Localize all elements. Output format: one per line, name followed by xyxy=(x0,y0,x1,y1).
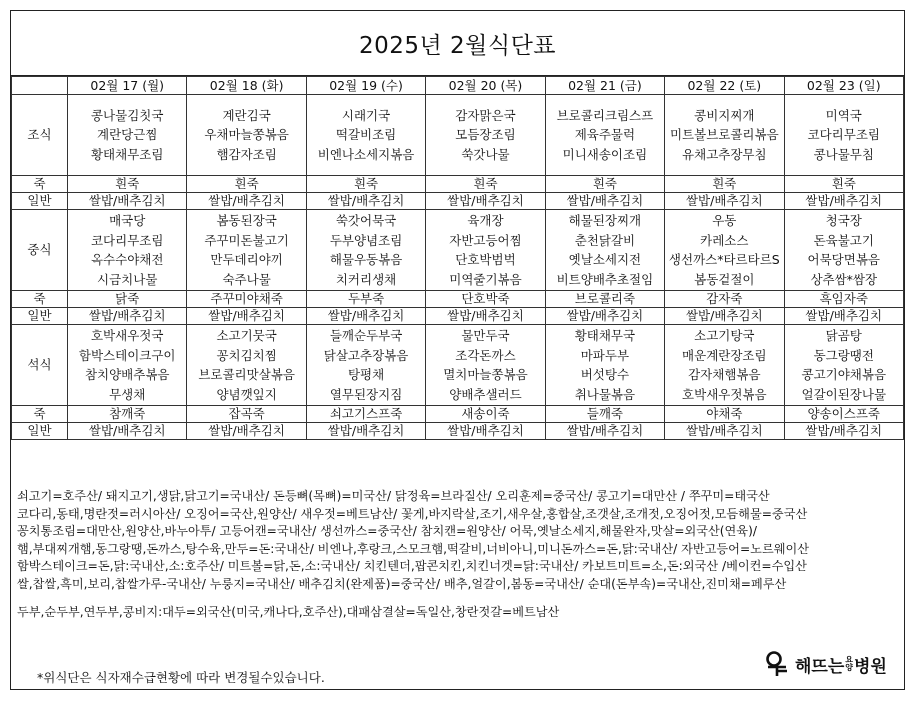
origin-line: 쌀,찹쌀,흑미,보리,찹쌀가루-국내산/ 누룽지=국내산/ 배추김치(완제품)=중국산/ 배추,얼갈이,봄동=국내산/ 순대(돈부속)=국내산,진미채=페루산 xyxy=(17,576,787,591)
dinner-cell xyxy=(426,325,545,406)
general-cell: 쌀밥/배추김치 xyxy=(545,193,664,210)
header-corner xyxy=(12,77,68,95)
hospital-logo-icon xyxy=(765,651,791,677)
porridge-cell: 흑임자죽 xyxy=(784,291,903,308)
menu-item: 탕평채 xyxy=(347,367,385,382)
menu-item: 주꾸미돈불고기 xyxy=(204,232,289,248)
menu-item: 소고기뭇국 xyxy=(216,328,277,343)
menu-item: 육개장 xyxy=(467,213,504,228)
menu-item: 코다리무조림 xyxy=(90,232,164,248)
origin-line: 함박스테이크=돈,닭:국내산,소:호주산/ 미트볼=닭,돈,소:국내산/ 치킨텐더,팝콘치킨,치킨너겟=닭:국내산/ 카보트미트=소,돈:외국산 /베이컨=수입산 xyxy=(17,559,807,574)
porridge-cell: 흰죽 xyxy=(306,176,425,193)
menu-item: 비엔나소세지볶음 xyxy=(317,146,415,162)
menu-item: 카레소스 xyxy=(700,232,749,248)
general-label: 일반 xyxy=(12,193,68,210)
menu-item: 콩나물무침 xyxy=(813,146,874,162)
lunch-porridge-row xyxy=(12,291,904,308)
menu-item: 계란당근찜 xyxy=(97,127,158,143)
dinner-porridge-row xyxy=(12,406,904,423)
porridge-cell: 주꾸미야채죽 xyxy=(187,291,306,308)
day-header: 02월 20 (목) xyxy=(426,77,545,95)
lunch-cell xyxy=(426,210,545,291)
menu-item: 유채고추장무침 xyxy=(682,146,767,162)
menu-item: 미역국 xyxy=(825,107,862,123)
menu-item: 시래기국 xyxy=(341,107,391,123)
dinner-cell xyxy=(187,325,306,406)
menu-item: 콩고기야채볶음 xyxy=(801,367,887,382)
menu-item: 미역줄기볶음 xyxy=(449,271,522,287)
menu-item: 단호박범벅 xyxy=(455,252,516,267)
general-cell: 쌀밥/배추김치 xyxy=(665,308,784,325)
dinner-cell xyxy=(665,325,784,406)
logo-small-top: 요 xyxy=(845,655,854,664)
porridge-cell: 양송이스프죽 xyxy=(784,406,903,423)
menu-item: 동그랑땡전 xyxy=(813,347,874,363)
menu-item: 봄동겉절이 xyxy=(694,271,755,287)
menu-item: 감자맑은국 xyxy=(455,107,516,123)
menu-item: 함박스테이크구이 xyxy=(78,347,176,363)
origin-line: 코다리,동태,명란젓=러시아산/ 오징어=국산,원양산/ 새우젓=베트남산/ 꽃게,바지락살,조기,새우살,홍합살,조갯살,조개젓,오징어젓,모듬해물=중국산 xyxy=(17,506,808,521)
menu-item: 돈육불고기 xyxy=(813,232,874,248)
menu-item: 미니새송이조림 xyxy=(562,146,648,162)
menu-item: 햄감자조림 xyxy=(216,146,277,162)
menu-item: 비트양배추초절임 xyxy=(556,271,654,287)
porridge-cell: 새송이죽 xyxy=(426,406,545,423)
lunch-row xyxy=(12,210,904,291)
menu-item: 호박새우젓볶음 xyxy=(682,386,767,402)
origin-line: 두부,순두부,연두부,콩비지:대두=외국산(미국,캐나다,호주산),대패삼결살=독일산,창란젓갈=베트남산 xyxy=(17,604,560,619)
menu-item: 시금치나물 xyxy=(97,271,158,287)
menu-item: 숙주나물 xyxy=(222,271,271,287)
menu-item: 조각돈까스 xyxy=(455,347,516,363)
breakfast-cell xyxy=(784,95,903,176)
menu-item: 물만두국 xyxy=(461,328,510,343)
porridge-cell: 닭죽 xyxy=(68,291,187,308)
menu-item: 두부양념조림 xyxy=(329,232,403,248)
day-header: 02월 21 (금) xyxy=(545,77,664,95)
porridge-cell: 두부죽 xyxy=(306,291,425,308)
menu-item: 쑥갓나물 xyxy=(461,146,510,162)
lunch-cell xyxy=(665,210,784,291)
day-header: 02월 23 (일) xyxy=(784,77,903,95)
day-header: 02월 18 (화) xyxy=(187,77,306,95)
logo-text-right: 병원 xyxy=(854,656,887,677)
porridge-label: 죽 xyxy=(12,406,68,423)
menu-item: 옛날소세지전 xyxy=(568,252,642,267)
menu-item: 브로콜리크림스프 xyxy=(556,107,654,123)
menu-item: 닭곰탕 xyxy=(825,328,862,343)
lunch-label: 중식 xyxy=(12,210,68,291)
dinner-cell xyxy=(545,325,664,406)
breakfast-cell xyxy=(306,95,425,176)
menu-item: 버섯탕수 xyxy=(580,367,630,382)
menu-item: 얼갈이된장나물 xyxy=(801,386,887,402)
menu-item: 해물된장찌개 xyxy=(568,213,642,228)
general-cell: 쌀밥/배추김치 xyxy=(784,423,903,440)
menu-item: 멸치마늘쫑볶음 xyxy=(443,367,528,382)
menu-item: 꽁치김치찜 xyxy=(216,347,277,363)
logo-small-bottom: 양 xyxy=(845,663,854,672)
menu-item: 매국당 xyxy=(109,213,146,228)
general-label: 일반 xyxy=(12,308,68,325)
breakfast-cell xyxy=(426,95,545,176)
porridge-cell: 흰죽 xyxy=(426,176,545,193)
breakfast-cell xyxy=(545,95,664,176)
menu-item: 브로콜리맛살볶음 xyxy=(198,367,295,382)
breakfast-cell xyxy=(665,95,784,176)
menu-item: 제육주물럭 xyxy=(574,127,636,143)
logo-text-left: 해뜨는 xyxy=(795,656,845,677)
general-cell: 쌀밥/배추김치 xyxy=(784,308,903,325)
day-header: 02월 19 (수) xyxy=(306,77,425,95)
menu-item: 봄동된장국 xyxy=(216,213,277,228)
footnote: *위식단은 식자재수급현황에 따라 변경될수있습니다. xyxy=(37,670,325,685)
origin-line: 꽁치통조림=대만산,원양산,바누아투/ 고등어캔=국내산/ 생선까스=중국산/ 참치캔=원양산/ 어묵,옛날소세지,해물완자,맛살=외국산(연육)/ xyxy=(17,524,757,539)
lunch-cell xyxy=(784,210,903,291)
general-cell: 쌀밥/배추김치 xyxy=(306,308,425,325)
menu-item: 감자채햄볶음 xyxy=(688,367,761,382)
menu-item: 닭살고추장볶음 xyxy=(323,347,409,363)
menu-item: 우채마늘쫑볶음 xyxy=(204,127,289,143)
menu-table xyxy=(11,76,904,440)
menu-item: 만두데리야끼 xyxy=(210,252,283,267)
menu-item: 들깨순두부국 xyxy=(329,328,403,343)
menu-item: 콩비지찌개 xyxy=(694,107,755,123)
porridge-cell: 들깨죽 xyxy=(545,406,664,423)
page-title: 2025년 2월식단표 xyxy=(11,11,904,76)
menu-item: 떡갈비조림 xyxy=(335,127,397,143)
lunch-cell xyxy=(545,210,664,291)
general-cell: 쌀밥/배추김치 xyxy=(545,423,664,440)
day-header: 02월 17 (월) xyxy=(68,77,187,95)
menu-item: 상추쌈*쌈장 xyxy=(810,271,878,287)
dinner-label: 석식 xyxy=(12,325,68,406)
origin-line: 햄,부대찌개햄,동그랑땡,돈까스,탕수육,만두=돈:국내산/ 비엔나,후랑크,스모크햄,떡갈비,너비아니,미니돈까스=돈,닭:국내산/ 자반고등어=노르웨이산 xyxy=(17,541,810,556)
general-cell: 쌀밥/배추김치 xyxy=(306,423,425,440)
general-cell: 쌀밥/배추김치 xyxy=(187,423,306,440)
logo-small-text xyxy=(845,656,853,672)
menu-item: 춘천닭갈비 xyxy=(574,232,636,248)
porridge-cell: 브로콜리죽 xyxy=(545,291,664,308)
breakfast-cell xyxy=(68,95,187,176)
menu-item: 콩나물김칫국 xyxy=(90,107,164,123)
menu-item: 치커리생채 xyxy=(335,271,397,287)
menu-item: 생선까스*타르타르S xyxy=(668,252,780,267)
menu-item: 어묵당면볶음 xyxy=(807,252,880,267)
general-label: 일반 xyxy=(12,423,68,440)
porridge-cell: 쇠고기스프죽 xyxy=(306,406,425,423)
menu-item: 미트볼브로콜리볶음 xyxy=(669,127,779,143)
menu-item: 소고기탕국 xyxy=(694,328,755,343)
menu-item: 계란김국 xyxy=(222,107,271,123)
menu-item: 취나물볶음 xyxy=(574,386,636,402)
menu-item: 양배추샐러드 xyxy=(449,386,522,402)
menu-item: 무생채 xyxy=(109,386,146,402)
menu-item: 모듬장조림 xyxy=(455,127,516,143)
porridge-cell: 흰죽 xyxy=(665,176,784,193)
porridge-cell: 흰죽 xyxy=(784,176,903,193)
lunch-cell xyxy=(68,210,187,291)
menu-item: 양념깻잎지 xyxy=(216,386,277,402)
menu-item: 황태채무국 xyxy=(574,328,636,343)
dinner-general-row xyxy=(12,423,904,440)
breakfast-cell xyxy=(187,95,306,176)
menu-item: 마파두부 xyxy=(580,347,630,363)
general-cell: 쌀밥/배추김치 xyxy=(665,193,784,210)
menu-item: 매운계란장조림 xyxy=(682,347,767,363)
general-cell: 쌀밥/배추김치 xyxy=(68,308,187,325)
menu-item: 자반고등어찜 xyxy=(449,232,522,248)
general-cell: 쌀밥/배추김치 xyxy=(426,308,545,325)
porridge-cell: 흰죽 xyxy=(187,176,306,193)
menu-item: 코다리무조림 xyxy=(807,127,880,143)
general-cell: 쌀밥/배추김치 xyxy=(784,193,903,210)
porridge-label: 죽 xyxy=(12,176,68,193)
general-cell: 쌀밥/배추김치 xyxy=(187,308,306,325)
dinner-cell xyxy=(68,325,187,406)
general-cell: 쌀밥/배추김치 xyxy=(426,193,545,210)
porridge-label: 죽 xyxy=(12,291,68,308)
lunch-cell xyxy=(306,210,425,291)
menu-item: 호박새우젓국 xyxy=(90,328,164,343)
porridge-cell: 흰죽 xyxy=(68,176,187,193)
porridge-cell: 감자죽 xyxy=(665,291,784,308)
porridge-cell: 흰죽 xyxy=(545,176,664,193)
menu-item: 황태채무조림 xyxy=(90,146,164,162)
menu-item: 청국장 xyxy=(825,213,862,228)
breakfast-porridge-row xyxy=(12,176,904,193)
porridge-cell: 잡곡죽 xyxy=(187,406,306,423)
header-row xyxy=(12,77,904,95)
dinner-row xyxy=(12,325,904,406)
general-cell: 쌀밥/배추김치 xyxy=(545,308,664,325)
general-cell: 쌀밥/배추김치 xyxy=(426,423,545,440)
general-cell: 쌀밥/배추김치 xyxy=(187,193,306,210)
dinner-cell xyxy=(306,325,425,406)
breakfast-row xyxy=(12,95,904,176)
general-cell: 쌀밥/배추김치 xyxy=(665,423,784,440)
menu-item: 우동 xyxy=(712,213,737,228)
porridge-cell: 참깨죽 xyxy=(68,406,187,423)
menu-item: 해물우동볶음 xyxy=(329,252,403,267)
general-cell: 쌀밥/배추김치 xyxy=(68,193,187,210)
dinner-cell xyxy=(784,325,903,406)
menu-sheet xyxy=(10,10,905,690)
breakfast-label: 조식 xyxy=(12,95,68,176)
general-cell: 쌀밥/배추김치 xyxy=(306,193,425,210)
lunch-general-row xyxy=(12,308,904,325)
menu-item: 참치양배추볶음 xyxy=(84,367,170,382)
menu-item: 열무된장지짐 xyxy=(329,386,403,402)
porridge-cell: 단호박죽 xyxy=(426,291,545,308)
hospital-logo xyxy=(765,651,887,677)
menu-item: 쑥갓어묵국 xyxy=(335,213,397,228)
day-header: 02월 22 (토) xyxy=(665,77,784,95)
general-cell: 쌀밥/배추김치 xyxy=(68,423,187,440)
origin-info xyxy=(11,486,904,621)
origin-line: 쇠고기=호주산/ 돼지고기,생닭,닭고기=국내산/ 돈등뼈(목뼈)=미국산/ 닭정육=브라질산/ 오리훈제=중국산/ 콩고기=대만산 / 쭈꾸미=태국산 xyxy=(17,489,770,503)
breakfast-general-row xyxy=(12,193,904,210)
porridge-cell: 야채죽 xyxy=(665,406,784,423)
menu-item: 옥수수야채전 xyxy=(90,252,164,267)
lunch-cell xyxy=(187,210,306,291)
